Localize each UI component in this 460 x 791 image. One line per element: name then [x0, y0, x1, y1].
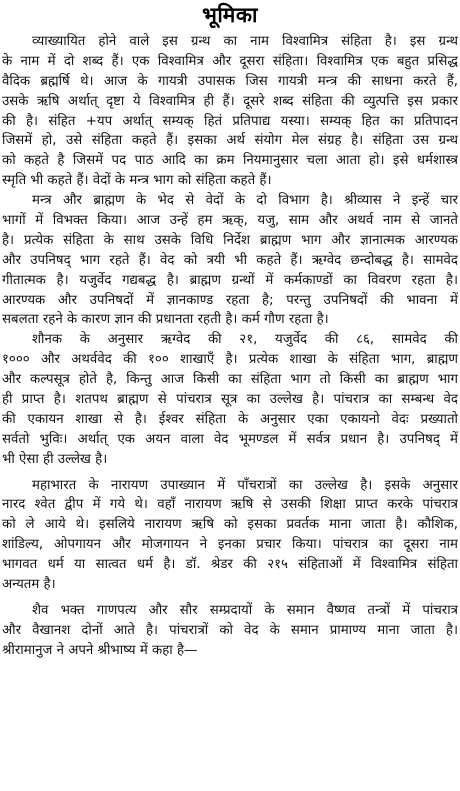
- text-line: नारद श्वेत द्वीप में गये थे। वहाँ नारायण ऋषि से उसकी शिक्षा प्राप्त करके पांचरात्र: [2, 497, 458, 513]
- text-line: और उपनिषद् भाग रहते हैं। वेद को त्रयी भी कहते हैं। ऋग्वेद छन्दोबद्ध है। सामवेद: [2, 252, 458, 268]
- text-line: उसके ऋषि अर्थात् दृष्टा ये विश्वामित्र ही हैं। दूसरे शब्द संहिता की व्युत्पत्ति इस प्रकार: [2, 93, 458, 109]
- text-line: है। प्रत्येक संहिता के साथ उसके विधि निर्देश ब्राह्मण भाग और ज्ञानात्मक आरण्यक: [2, 232, 458, 248]
- text-line: आरण्यक और उपनिषदों में ज्ञानकाण्ड रहता है; परन्तु उपनिषदों की भावना में: [2, 292, 458, 308]
- text-line: मन्त्र और ब्राह्मण के भेद से वेदों के दो विभाग है। श्रीव्यास ने इन्हें चार: [32, 193, 458, 209]
- text-line: शौनक के अनुसार ऋग्वेद की २१, यजुर्वेद की ८६, सामवेद की: [32, 332, 458, 348]
- text-line: अन्यतम है।: [2, 577, 56, 593]
- text-line: और वैखानश दोनों आते है। पांचरात्रों को वेद के समान प्रामाण्य माना जाता है।: [2, 622, 458, 638]
- text-line: सबलता रहने के कारण ज्ञान की प्रधानता रहती है। कर्म गौण रहता है।: [2, 312, 329, 328]
- text-line: भी ऐसा ही उल्लेख है।: [2, 451, 108, 467]
- text-line: वैदिक ब्रह्मर्षि थे। आज के गायत्री उपासक जिस गायत्री मन्त्र की साधना करते हैं,: [2, 73, 458, 89]
- text-line: भागों में विभक्त किया। आज उन्हें हम ऋक्, यजु, साम और अथर्व नाम से जानते: [2, 213, 458, 229]
- text-line: भागवत धर्म या सात्वत धर्म है। डॉ. श्रेडर की २१५ संहिताओं में विश्वामित्र संहिता: [2, 557, 458, 573]
- text-line: को कहते है जिसमें पद पाठ आदि का क्रम नियमानुसार चला आता हो। इसे धर्मशास्त्र: [2, 153, 458, 169]
- page-title: भूमिका: [202, 3, 258, 27]
- text-line: ही प्राप्त है। शतपथ ब्राह्मण से पांचरात्र सूत्र का उल्लेख है। पांचरात्र का सम्बन्ध वेद: [2, 392, 458, 408]
- text-line: के नाम में दो शब्द हैं। एक विश्वामित्र और दूसरा संहिता। विश्वामित्र एक बहुत प्रसिद्ध: [2, 53, 458, 69]
- body-text: [2, 32, 458, 661]
- text-line: की है। संहित +यप अर्थात् सम्यक् हितं प्रतिपाद्य यस्या। सम्यक् हित का प्रतिपादन: [2, 113, 458, 129]
- text-line: को ले आये थे। इसलिये नारायण ऋषि को इसका प्रवर्तक माना जाता है। कौशिक,: [2, 517, 458, 533]
- text-line: १००० और अथर्ववेद की १०० शाखाएँ है। प्रत्येक शाखा के संहिता भाग, ब्राह्मण: [2, 352, 458, 368]
- text-line: व्याख्यायित होने वाले इस ग्रन्थ का नाम विश्वामित्र संहिता है। इस ग्रन्थ: [32, 34, 458, 49]
- text-line: गीतात्मक है। यजुर्वेद गद्यबद्ध है। ब्राह्मण ग्रन्थों में कर्मकाण्डों का विवरण रहता है।: [2, 272, 458, 288]
- text-line: और कल्पसूत्र होते है, किन्तु आज किसी का संहिता भाग तो किसी का ब्राह्मण भाग: [2, 372, 458, 388]
- text-line: शैव भक्त गाणपत्य और सौर सम्प्रदायों के समान वैष्णव तन्त्रों में पांचरात्र: [32, 602, 458, 618]
- text-line: श्रीरामानुज ने अपने श्रीभाष्य में कहा है—: [2, 642, 198, 658]
- text-line: महाभारत के नारायण उपाख्यान में पाँचरात्रों का उल्लेख है। इसके अनुसार: [32, 477, 458, 493]
- text-line: शांडिल्य, ओपगायन और मोजगायन ने इनका प्रचार किया। पांचरात्र का दूसरा नाम: [2, 537, 458, 553]
- text-line: जिसमें हो, उसे संहिता कहते हैं। इसका अर्थ संयोग मेल संग्रह है। संहिता उस ग्रन्थ: [2, 133, 458, 149]
- text-line: स्मृति भी कहते हैं। वेदों के मन्त्र भाग को संहिता कहते हैं।: [2, 173, 272, 189]
- text-line: की एकायन शाखा से है। ईश्वर संहिता के अनुसार एका एकायनो वेदः प्रख्यातो: [2, 411, 458, 427]
- text-line: सर्वतो भुविः। अर्थात् एक अयन वाला वेद भूमण्डल में सर्वत्र प्रधान है। उपनिषद् में: [2, 431, 458, 447]
